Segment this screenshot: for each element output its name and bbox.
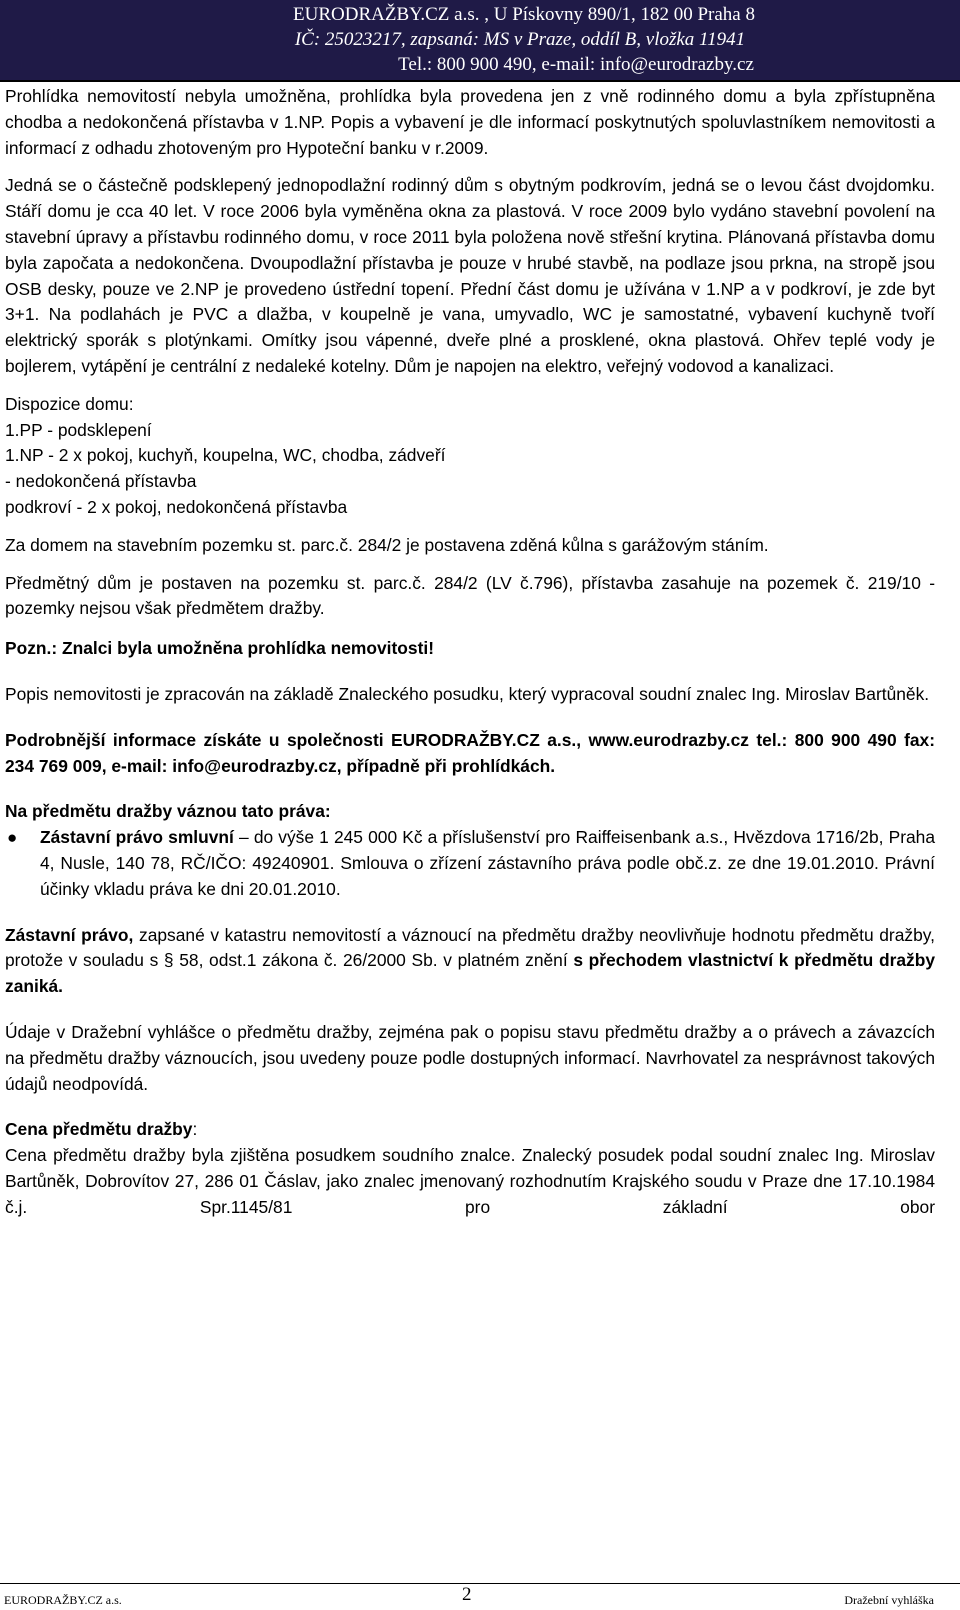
land-paragraph: Předmětný dům je postaven na pozemku st. parc.č. 284/2 (LV č.796), přístavba zasahuje na pozemek č. 219/10 - pozemky nejsou však předmětem dražby. — [5, 572, 935, 619]
document-body — [5, 84, 935, 1220]
footer-company: EURODRAŽBY.CZ a.s. — [4, 1593, 122, 1607]
header-company-address: EURODRAŽBY.CZ a.s. , U Pískovny 890/1, 182 00 Praha 8 — [293, 4, 755, 25]
disposition-ground-floor: 1.NP - 2 x pokoj, kuchyň, koupelna, WC, chodba, zádveří — [5, 445, 446, 466]
lien-text: – do výše 1 245 000 Kč a příslušenství pro Raiffeisenbank a.s., Hvězdova 1716/2b, Praha 4, Nusle, 140 78, RČ/IČO: 49240901. Smlouva o zřízení zástavního práva podle obč.z. ze dne 19.01.2010. Právní účinky vkladu práva ke dni 20.01.2010. — [40, 827, 935, 899]
disposition-basement: 1.PP - podsklepení — [5, 419, 152, 440]
footer-document-title: Dražební vyhláška — [844, 1593, 934, 1607]
contact-info-paragraph: Podrobnější informace získáte u společnosti EURODRAŽBY.CZ a.s., www.eurodrazby.cz tel.: 800 900 490 fax: 234 769 009, e-mail: info@eurodrazby.cz, případně při prohlídkách. — [5, 729, 935, 776]
disclaimer-paragraph: Údaje v Dražební vyhlášce o předmětu dražby, zejména pak o popisu stavu předmětu dražby a o právech a závazcích na předmětu dražby váznoucích, jsou uvedeny pouze podle dostupných informací. Navrhovatel za nesprávnost takových údajů neodpovídá. — [5, 1021, 935, 1094]
header-contact: Tel.: 800 900 490, e-mail: info@eurodrazby.cz — [398, 54, 754, 75]
disposition-extension: - nedokončená přístavba — [5, 471, 197, 492]
lien-title: Zástavní právo smluvní — [40, 827, 234, 848]
letterhead-header — [0, 0, 960, 80]
inspection-note: Pozn.: Znalci byla umožněna prohlídka nemovitosti! — [5, 638, 435, 659]
price-paragraph: Cena předmětu dražby byla zjištěna posudkem soudního znalce. Znalecký posudek podal soudní znalec Ing. Miroslav Bartůněk, Dobrovítov 27, 286 01 Čáslav, jako znalec jmenovaný rozhodnutím Krajského soudu v Praze dne 17.10.1984 č.j. Spr.1145/81 pro základní obor — [5, 1145, 935, 1217]
lien-list-item — [5, 825, 935, 902]
page-number: 2 — [462, 1584, 472, 1605]
header-divider — [0, 80, 960, 82]
header-registration: IČ: 25023217, zapsaná: MS v Praze, oddíl B, vložka 11941 — [294, 29, 746, 50]
bullet-icon: ● — [7, 828, 18, 848]
inspection-paragraph: Prohlídka nemovitostí nebyla umožněna, prohlídka byla provedena jen z vně rodinného domu a byla zpřístupněna chodba a nedokončená přístavba v 1.NP. Popis a vybavení je dle informací poskytnutých spoluvlastníkem nemovitosti a informací z odhadu zhotoveným pro Hypoteční banku v r.2009. — [5, 86, 935, 158]
rights-title: Na předmětu dražby váznou tato práva: — [5, 801, 331, 822]
disposition-attic: podkroví - 2 x pokoj, nedokončená přístavba — [5, 496, 348, 517]
disposition-title: Dispozice domu: — [5, 393, 134, 414]
expert-report-paragraph: Popis nemovitosti je zpracován na základě Znaleckého posudku, který vypracoval soudní znalec Ing. Miroslav Bartůněk. — [5, 683, 930, 704]
price-title: Cena předmětu dražby: — [5, 1119, 198, 1140]
lien-effect-paragraph: Zástavní právo, zapsané v katastru nemovitostí a váznoucí na předmětu dražby neovlivňuje hodnotu předmětu dražby, protože v souladu s § 58, odst.1 zákona č. 26/2000 Sb. v platném znění s přechodem vlastnictví k předmětu dražby zaniká. — [5, 924, 936, 997]
house-description-paragraph: Jedná se o částečně podsklepený jednopodlažní rodinný dům s obytným podkrovím, jedná se o levou část dvojdomku. Stáří domu je cca 40 let. V roce 2006 byla vyměněna okna za plastová. V roce 2009 bylo vydáno stavební povolení na stavební úpravy a přístavbu rodinného domu, v roce 2011 byla položena nově střešní krytina. Plánovaná přístavba domu byla započata a nedokončena. Dvoupodlažní přístavba je pouze v hrubé stavbě, na podlaze jsou prkna, na stropě jsou OSB desky, pouze ve 2.NP je provedeno ústřední topení. Přední část domu je užívána v 1.NP a v podkroví, je zde byt 3+1. Na podlahách je PVC a dlažba, v koupelně je vana, umyvadlo, WC je samostatné, vybavení kuchyně tvoří elektrický sporák s plotýnkami. Omítky jsou vápenné, dveře plné a prosklené, okna plastová. Ohřev teplé vody je bojlerem, vytápění je centrální z nedaleké kotelny. Dům je napojen na elektro, veřejný vodovod a kanalizaci. — [5, 175, 935, 376]
page-footer — [0, 1583, 960, 1610]
shed-paragraph: Za domem na stavebním pozemku st. parc.č. 284/2 je postavena zděná kůlna s garážovým stáním. — [5, 534, 769, 555]
